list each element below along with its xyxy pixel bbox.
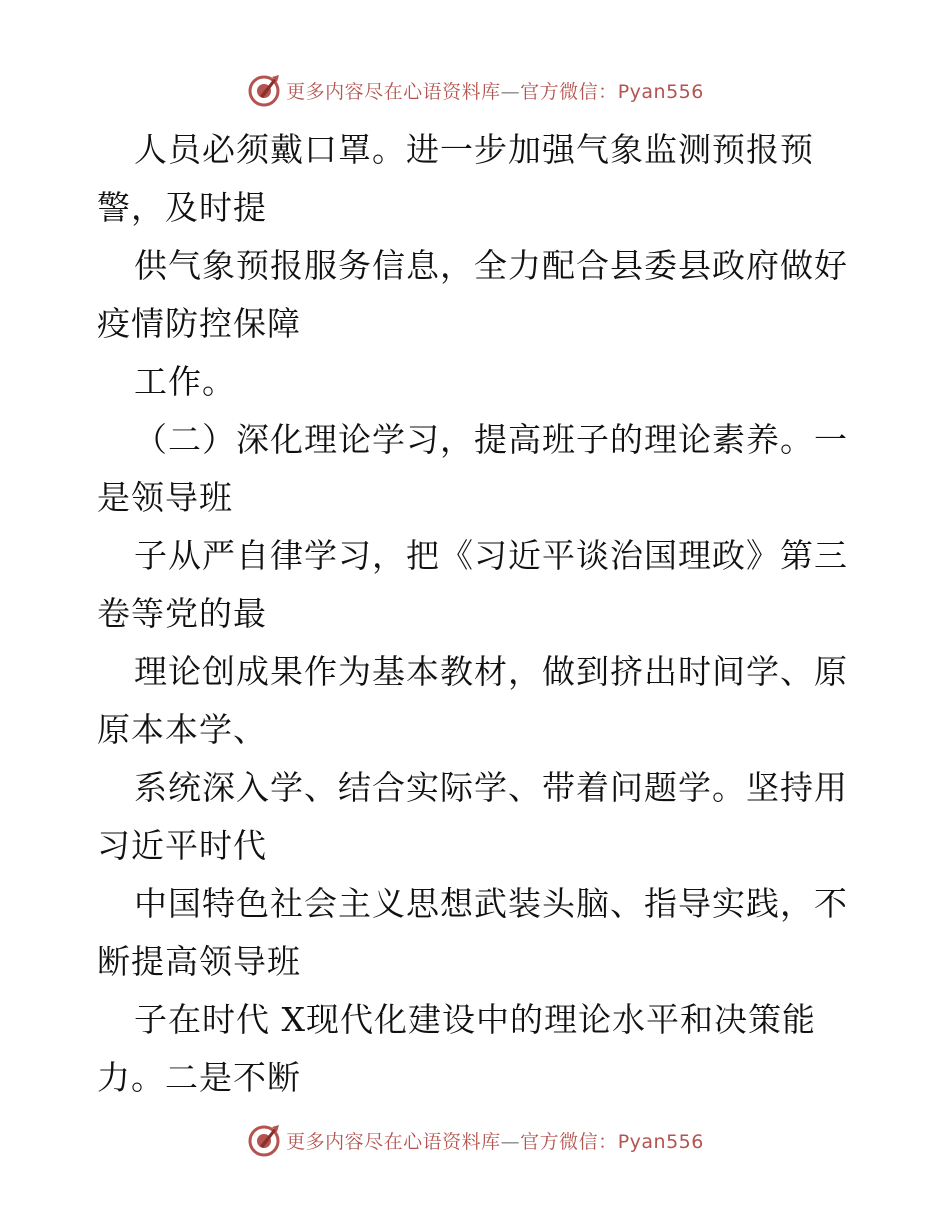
- watermark-text: 更多内容尽在心语资料库—官方微信：Pyan556: [286, 1130, 704, 1153]
- header-watermark: [0, 70, 950, 110]
- body-line: 子在时代 X现代化建设中的理论水平和决策能: [134, 1000, 816, 1039]
- footer-watermark: [0, 1120, 950, 1160]
- body-line: 疫情防控保障: [97, 304, 301, 343]
- body-line: 理论创成果作为基本教材，做到挤出时间学、原: [134, 652, 848, 691]
- body-line: 力。二是不断: [97, 1058, 301, 1097]
- document-body: [97, 121, 867, 1107]
- body-line: 断提高领导班: [97, 942, 301, 981]
- body-line: 警，及时提: [97, 188, 267, 227]
- body-line: 原本本学、: [97, 710, 267, 749]
- body-line: 工作。: [134, 362, 236, 401]
- body-line: 系统深入学、结合实际学、带着问题学。坚持用: [134, 768, 848, 807]
- body-line: 人员必须戴口罩。进一步加强气象监测预报预: [134, 130, 814, 169]
- body-line: （二）深化理论学习，提高班子的理论素养。一: [134, 420, 848, 459]
- body-line: 中国特色社会主义思想武装头脑、指导实践，不: [134, 884, 848, 923]
- body-line: 供气象预报服务信息，全力配合县委县政府做好: [134, 246, 848, 285]
- body-line: 子从严自律学习，把《习近平谈治国理政》第三: [134, 536, 848, 575]
- quill-logo-icon: [246, 72, 282, 108]
- quill-logo-icon: [246, 1122, 282, 1158]
- watermark-text: 更多内容尽在心语资料库—官方微信：Pyan556: [286, 80, 704, 103]
- body-line: 卷等党的最: [97, 594, 267, 633]
- body-line: 习近平时代: [97, 826, 267, 865]
- body-line: 是领导班: [97, 478, 233, 517]
